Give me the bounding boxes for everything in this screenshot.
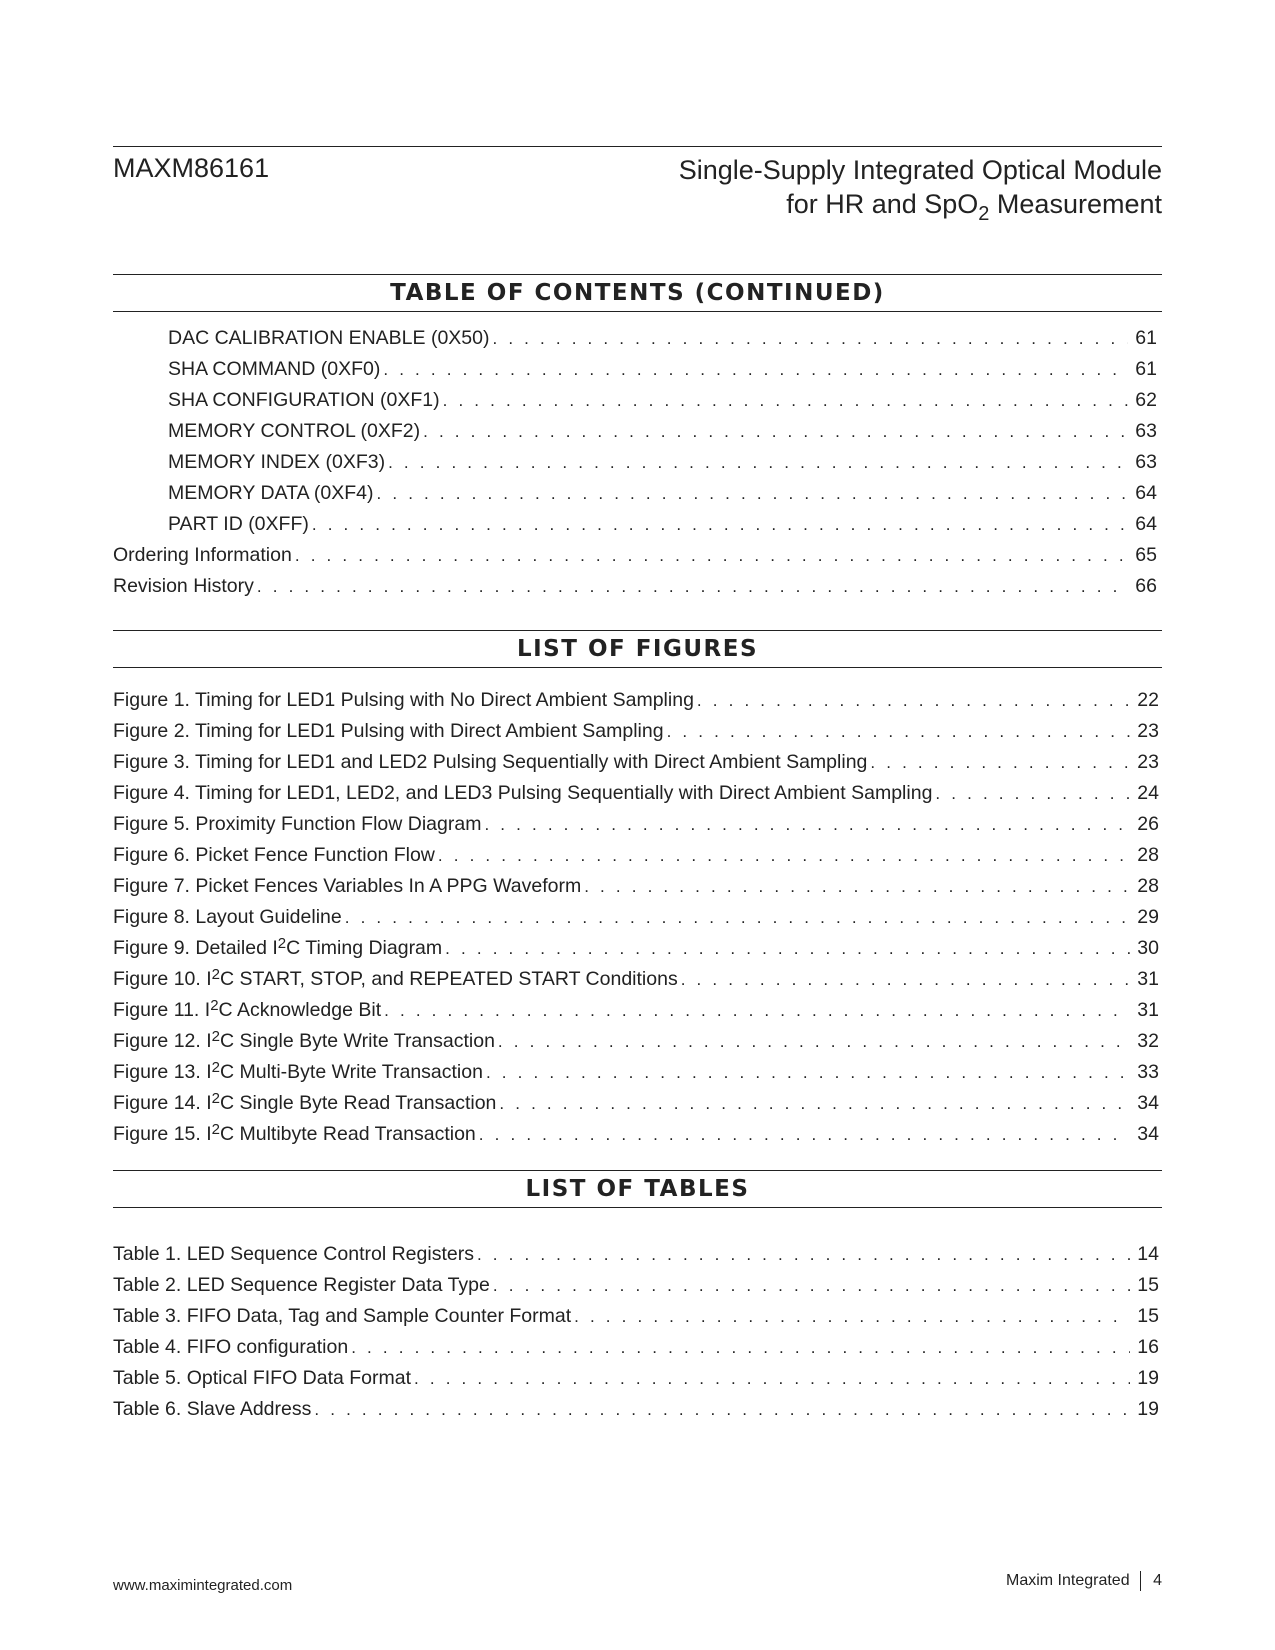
dot-leader [667,722,1130,742]
table-entry-page-number: 14 [1137,1243,1159,1265]
dot-leader [351,1338,1130,1358]
figure-entry-page-number: 24 [1137,782,1159,804]
footer-url[interactable]: www.maximintegrated.com [113,1577,293,1594]
document-title-line-1: Single-Supply Integrated Optical Module [678,155,1162,185]
toc-entry-page-number: 61 [1135,327,1157,349]
figure-entry-label: Figure 9. Detailed $I^2C$ Timing Diagram [113,935,443,959]
figure-entry-label: Figure 6. Picket Fence Function Flow [113,844,435,866]
dot-leader [584,877,1130,897]
figure-entry-label: Figure 3. Timing for LED1 and LED2 Pulsing Sequentially with Direct Ambient Sampling [113,751,868,773]
figure-entry-page-number: 28 [1137,844,1159,866]
dot-leader [484,815,1130,835]
toc-entry-label: SHA CONFIGURATION (0XF1) [168,389,440,411]
figure-entry[interactable] [113,1061,1159,1092]
toc-entry-label: MEMORY CONTROL (0XF2) [168,420,421,442]
dot-leader [697,691,1130,711]
table-entry[interactable] [113,1243,1159,1274]
toc-entry-page-number: 66 [1135,575,1157,597]
table-entry[interactable] [113,1305,1159,1336]
figure-entry[interactable] [113,813,1159,844]
figures-list [113,689,1159,1154]
figure-entry-label: Figure 1. Timing for LED1 Pulsing with No Direct Ambient Sampling [113,689,694,711]
figure-entry-page-number: 33 [1137,1061,1159,1083]
figure-entry[interactable] [113,1092,1159,1123]
header-rule [113,146,1162,147]
figure-entry[interactable] [113,906,1159,937]
figure-entry-label: Figure 4. Timing for LED1, LED2, and LED3 Pulsing Sequentially with Direct Ambient Sampling [113,782,933,804]
figure-entry-page-number: 23 [1137,751,1159,773]
figure-entry-page-number: 23 [1137,720,1159,742]
footer-company-page [1006,1571,1162,1591]
figure-entry[interactable] [113,844,1159,875]
figures-heading: LIST OF FIGURES [516,636,759,662]
figure-entry-page-number: 31 [1137,968,1159,990]
dot-leader [477,1245,1130,1265]
part-number: MAXM86161 [113,153,270,183]
toc-entry-label: DAC CALIBRATION ENABLE (0X50) [168,327,490,349]
toc-entry[interactable] [113,327,1157,358]
figure-entry-label: Figure 7. Picket Fences Variables In A PPG Waveform [113,875,582,897]
table-entry-page-number: 19 [1137,1398,1159,1420]
table-entry[interactable] [113,1336,1159,1367]
dot-leader [295,546,1128,566]
toc-entry-page-number: 64 [1135,513,1157,535]
figure-entry-label: Figure 15. $I^2C$ Multibyte Read Transaction [113,1121,476,1145]
toc-heading: TABLE OF CONTENTS (CONTINUED) [390,280,885,306]
figure-entry[interactable] [113,968,1159,999]
dot-leader [423,422,1128,442]
table-entry[interactable] [113,1274,1159,1305]
toc-entry[interactable] [113,575,1157,606]
footer-company: Maxim Integrated [1005,1572,1130,1589]
figure-entry-page-number: 30 [1137,937,1159,959]
toc-entry-page-number: 62 [1135,389,1157,411]
toc-entry-page-number: 63 [1135,451,1157,473]
dot-leader [574,1307,1130,1327]
figure-entry-label: Figure 8. Layout Guideline [113,906,342,928]
table-entry-label: Table 1. LED Sequence Control Registers [113,1243,474,1265]
dot-leader [499,1094,1130,1114]
footer-page-number: 4 [1153,1572,1162,1589]
toc-entry-label: MEMORY DATA (0XF4) [168,482,374,504]
toc-entry-page-number: 64 [1135,482,1157,504]
figure-entry-page-number: 31 [1137,999,1159,1021]
dot-leader [383,360,1128,380]
figure-entry[interactable] [113,999,1159,1030]
toc-entry[interactable] [113,420,1157,451]
figure-entry-page-number: 34 [1137,1092,1159,1114]
figures-section-header [113,630,1162,668]
figure-entry-label: Figure 2. Timing for LED1 Pulsing with Direct Ambient Sampling [113,720,664,742]
dot-leader [681,970,1130,990]
toc-entry-page-number: 65 [1135,544,1157,566]
toc-entry[interactable] [113,451,1157,482]
toc-entry[interactable] [113,358,1157,389]
table-entry-label: Table 6. Slave Address [113,1398,312,1420]
figure-entry-page-number: 26 [1137,813,1159,835]
figure-entry[interactable] [113,875,1159,906]
table-entry-label: Table 4. FIFO configuration [113,1336,349,1358]
toc-entry-page-number: 61 [1135,358,1157,380]
dot-leader [498,1032,1130,1052]
toc-entry[interactable] [113,389,1157,420]
dot-leader [377,484,1128,504]
figure-entry-page-number: 29 [1137,906,1159,928]
figure-entry[interactable] [113,751,1159,782]
dot-leader [870,753,1130,773]
figure-entry[interactable] [113,1030,1159,1061]
toc-entry-label: Ordering Information [113,544,292,566]
figure-entry-label: Figure 13. $I^2C$ Multi-Byte Write Transaction [113,1059,483,1083]
table-entry-label: Table 5. Optical FIFO Data Format [113,1367,412,1389]
dot-leader [493,1276,1130,1296]
tables-heading: LIST OF TABLES [525,1176,750,1202]
table-entry-label: Table 3. FIFO Data, Tag and Sample Counter Format [113,1305,572,1327]
table-entry-label: Table 2. LED Sequence Register Data Type [113,1274,490,1296]
figure-entry-label: Figure 10. $I^2C$ START, STOP, and REPEATED START Conditions [113,966,678,990]
figure-entry[interactable] [113,720,1159,751]
document-title [678,153,1162,225]
toc-entry-label: Revision History [113,575,254,597]
figure-entry-label: Figure 14. $I^2C$ Single Byte Read Transaction [113,1090,497,1114]
table-entry-page-number: 15 [1137,1274,1159,1296]
figure-entry[interactable] [113,1123,1159,1154]
figure-entry-label: Figure 5. Proximity Function Flow Diagram [113,813,482,835]
dot-leader [438,846,1130,866]
figure-entry-label: Figure 11. $I^2C$ Acknowledge Bit [113,997,382,1021]
dot-leader [443,391,1128,411]
dot-leader [935,784,1130,804]
table-entry-page-number: 16 [1137,1336,1159,1358]
dot-leader [257,577,1128,597]
toc-entry[interactable] [113,513,1157,544]
toc-list [113,327,1157,606]
figure-entry[interactable] [113,937,1159,968]
toc-entry-label: SHA COMMAND (0XF0) [168,358,381,380]
footer-separator [1140,1571,1142,1591]
toc-entry-label: PART ID (0XFF) [168,513,309,535]
tables-list [113,1243,1159,1429]
dot-leader [314,1400,1130,1420]
table-entry-page-number: 19 [1137,1367,1159,1389]
table-entry[interactable] [113,1398,1159,1429]
table-entry-page-number: 15 [1137,1305,1159,1327]
figure-entry-page-number: 32 [1137,1030,1159,1052]
table-entry[interactable] [113,1367,1159,1398]
toc-entry-page-number: 63 [1135,420,1157,442]
tables-section-header [113,1170,1162,1208]
figure-entry-page-number: 28 [1137,875,1159,897]
figure-entry-label: Figure 12. $I^2C$ Single Byte Write Transaction [113,1028,495,1052]
toc-section-header [113,274,1162,312]
toc-entry[interactable] [113,482,1157,513]
dot-leader [414,1369,1130,1389]
figure-entry-page-number: 22 [1137,689,1159,711]
dot-leader [486,1063,1130,1083]
dot-leader [312,515,1128,535]
dot-leader [384,1001,1130,1021]
toc-entry-label: MEMORY INDEX (0XF3) [168,451,386,473]
figure-entry[interactable] [113,689,1159,720]
dot-leader [345,908,1130,928]
toc-entry[interactable] [113,544,1157,575]
dot-leader [445,939,1130,959]
document-title-line-2: for HR and SpO$_2$ Measurement [786,189,1162,225]
figure-entry-page-number: 34 [1137,1123,1159,1145]
dot-leader [388,453,1128,473]
dot-leader [479,1125,1130,1145]
dot-leader [492,329,1128,349]
figure-entry[interactable] [113,782,1159,813]
